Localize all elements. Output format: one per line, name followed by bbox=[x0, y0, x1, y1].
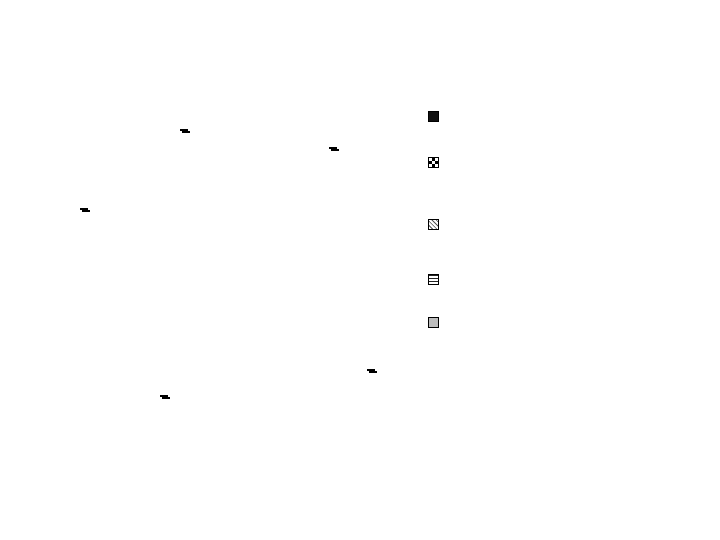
data-label-slice-4 bbox=[80, 208, 88, 210]
legend-swatch-crosshatch bbox=[428, 219, 439, 230]
legend-swatch-checker bbox=[428, 157, 439, 168]
legend-swatch-solid-gray bbox=[428, 317, 439, 328]
data-label-slice-3 bbox=[160, 395, 168, 397]
data-label-slice-1 bbox=[329, 147, 337, 149]
data-label-slice-2 bbox=[367, 369, 375, 371]
data-label-slice-5 bbox=[180, 129, 188, 131]
legend-swatch-dense-dots bbox=[428, 111, 439, 122]
legend-swatch-horizontal-lines bbox=[428, 274, 439, 285]
